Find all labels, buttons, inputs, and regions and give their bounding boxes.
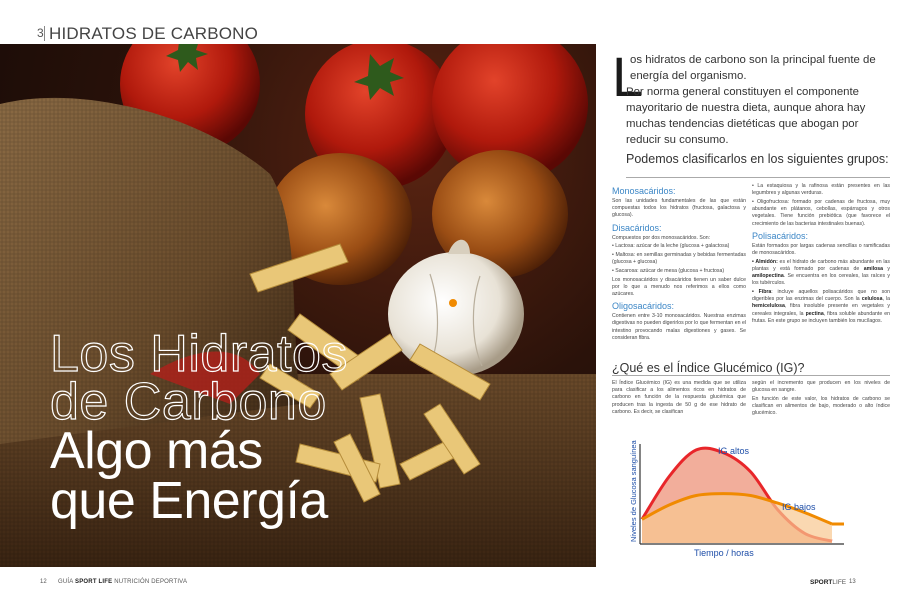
almidon-text: es el hidrato de carbono más abundante en las plantas y está formado por cadenas de	[752, 258, 890, 272]
fibra-text-2: , fibra insoluble presente en vegetales y cereales integrales, la	[752, 303, 890, 317]
title-outline-line-2: de Carbono	[50, 373, 327, 431]
folio-brand-light: LIFE	[832, 579, 847, 586]
mono-heading: Monosacáridos:	[612, 186, 676, 196]
folio-subtitle: NUTRICIÓN DEPORTIVA	[112, 579, 188, 585]
folio-right	[810, 579, 846, 586]
ig-column-right	[752, 380, 890, 419]
celulosa-term: celulosa	[861, 296, 883, 303]
di-text-1: Compuestos por dos monosacáridos. Son:	[612, 234, 711, 241]
mono-text: Son las unidades fundamentales de las que están compuestas todos los hidratos (fructosa, galactosa y glucosa).	[612, 198, 746, 219]
oligo-heading: Oligosacáridos:	[612, 301, 675, 312]
ig-column-left	[612, 380, 746, 418]
title-solid-line-1: Algo más	[50, 422, 263, 480]
ig-text-2: según el incremento que producen en los niveles de glucosa en sangre.	[752, 380, 890, 394]
hemicelulosa-term: hemicelulosa	[752, 303, 785, 310]
amilopectina-term: amilopectina	[752, 273, 784, 280]
legend-label-1: IG bajos	[782, 502, 816, 512]
ig-text-3: En función de este valor, los hidratos de carbono se clasifican en alimentos de bajo, moderado o alto índice glucémico.	[752, 395, 890, 417]
x-axis-label: Tiempo / horas	[694, 548, 754, 558]
poli-heading: Polisacáridos:	[752, 230, 809, 241]
ig-heading: ¿Qué es el Índice Glucémico (IG)?	[612, 361, 805, 375]
folio-brand-bold: SPORT	[810, 579, 833, 586]
poli-fibra	[752, 289, 890, 325]
ig-rule	[612, 375, 890, 376]
page-number-left: 12	[40, 579, 47, 585]
poli-almidon	[752, 259, 890, 288]
pectina-term: pectina	[805, 310, 824, 317]
amilosa-term: amilosa	[863, 265, 884, 272]
di-heading: Disacáridos:	[612, 222, 662, 233]
page-footer	[0, 578, 900, 592]
section-number: 3	[37, 26, 44, 40]
comma-text: , la	[882, 296, 890, 303]
colb-text-2: • Oligofructosa: formado por cadenas de fructosa, muy abundante en plátanos, cebollas, espárragos y otros vegetales. Tiene función prebiótica (que favorece el crecimiento de las bacterias intestinales buenas).	[752, 198, 890, 227]
di-text-5: Los monosacáridos y disacáridos tienen un saber dulce por lo que a menudo nos referimos a ellos como azúcares.	[612, 276, 746, 298]
title-solid-line-2: que Energía	[50, 472, 328, 530]
almidon-text-2: . Se encuentra en los cereales, las raíces y los tubérculos.	[752, 273, 890, 287]
title-outline-line-1: Los Hidratos	[50, 325, 348, 383]
column-left	[612, 183, 746, 344]
ig-text-1: El Índice Glucémico (IG) es una medida que se utiliza para clasificar a los alimentos ricos en hidratos de carbono en función de la respuesta glucémica que producen tras la ingesta de 50 g de ese hidrato de carbono. Es decir, se clasifican	[612, 380, 746, 415]
y-axis-label: Niveles de Glucosa sanguínea	[629, 440, 638, 542]
legend-label-0: IG altos	[718, 446, 750, 456]
colb-text-1: • La estaquiosa y la rafinosa están presentes en las legumbres y algunas verduras.	[752, 183, 890, 197]
fibra-text-3: , fibra soluble abundante en frutas. En este grupo se incluyen también los mucílagos.	[752, 310, 890, 324]
oligo-text: Contienen entre 3-10 monosacáridos. Nuestras enzimas digestivas no pueden digerirlos por lo que fermentan en el intestino provocando malas digestiones y gases. Se consideran fibra.	[612, 313, 746, 341]
di-text-4: • Sacarosa: azúcar de mesa (glucosa + fructosa)	[612, 267, 725, 274]
folio-brand: SPORT LIFE	[75, 579, 113, 585]
feature-title	[50, 325, 348, 530]
classify-heading: Podemos clasificarlos en los siguientes grupos:	[626, 152, 889, 166]
di-text-3: • Maltosa: en semillas germinadas y bebidas fermentadas (glucosa + glucosa)	[612, 252, 746, 266]
and-text: y	[883, 265, 891, 272]
intro-paragraph	[626, 52, 894, 148]
page-number-right: 13	[849, 579, 856, 585]
food-photo	[0, 44, 596, 567]
heading-rule	[626, 177, 890, 178]
almidon-term: • Almidón:	[752, 258, 778, 265]
di-text-2: • Lactosa: azúcar de la leche (glucosa + galactosa)	[612, 243, 730, 250]
section-title: HIDRATOS DE CARBONO	[49, 24, 259, 43]
page-header	[0, 0, 900, 44]
intro-line-2: Por norma general constituyen el componente mayoritario de nuestra dieta, aunque ahora hay muchas tendencias dietéticas que abogan por reducir su consumo.	[626, 86, 866, 146]
folio-guia: GUÍA	[58, 579, 76, 585]
glycemic-chart-svg	[612, 440, 892, 562]
drop-cap: L	[612, 45, 644, 108]
intro-line-1: os hidratos de carbono son la principal fuente de energía del organismo.	[630, 54, 876, 82]
glycemic-chart	[612, 440, 892, 562]
poli-text-1: Están formados por largas cadenas sencillas o ramificadas de monosacáridos.	[752, 242, 890, 256]
fibra-term: • Fibra	[752, 288, 772, 295]
folio-left	[58, 579, 187, 585]
column-right	[752, 183, 890, 326]
section-divider	[44, 26, 45, 41]
fibra-text: : incluye aquellos polisacáridos que no son digeribles por las enzimas del cuerpo. Son la	[752, 288, 890, 303]
